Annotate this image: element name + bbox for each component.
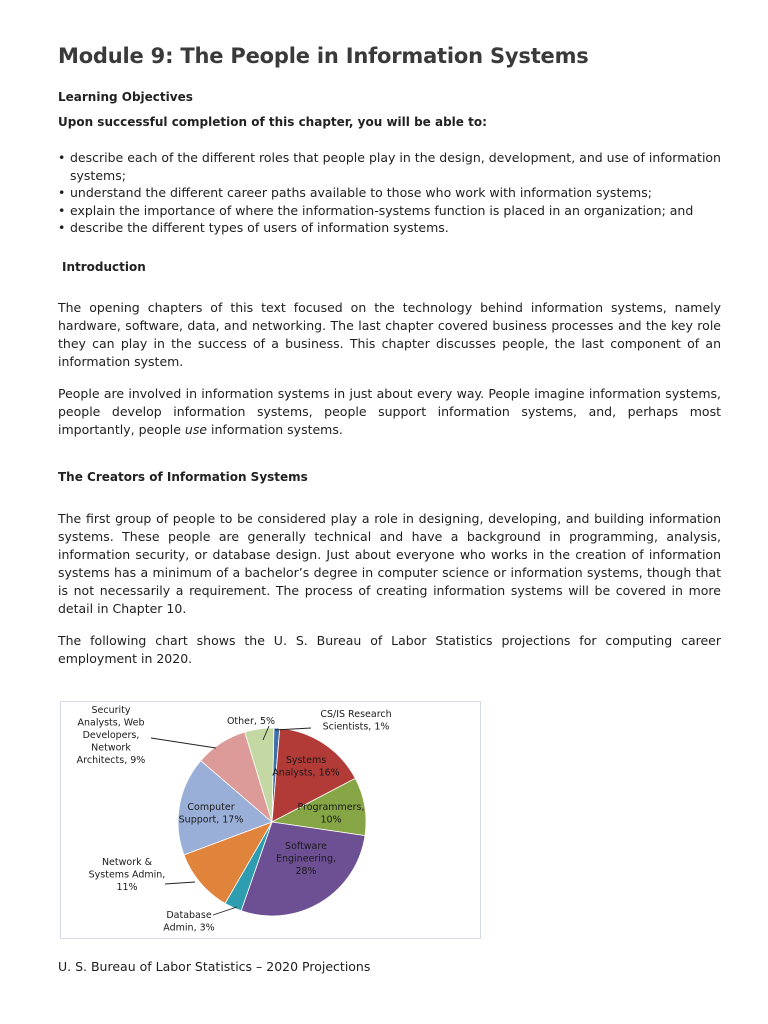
bullet-icon: •	[58, 220, 66, 235]
bullet-icon: •	[58, 150, 66, 165]
introduction-paragraph-2: People are involved in information systems in just about every way. People imagine information systems, people develop information systems, people support information systems, and, perhaps most importantly, people use information systems.	[58, 386, 721, 437]
pie-label-systems-analysts: Systems Analysts, 16%	[272, 755, 340, 779]
introduction-paragraph-1: The opening chapters of this text focused on the technology behind information systems, namely hardware, software, data, and networking. The last chapter covered business processes and the key role they can play in the success of a business. This chapter discusses people, the last component of an information system.	[58, 300, 721, 369]
learning-objectives-intro: Upon successful completion of this chapter, you will be able to:	[58, 115, 487, 129]
page-title: Module 9: The People in Information Systems	[58, 44, 589, 68]
creators-heading: The Creators of Information Systems	[58, 470, 308, 484]
list-item: • describe each of the different roles that people play in the design, development, and use of information systems;	[58, 150, 721, 183]
leader-line-security-analysts	[151, 738, 216, 748]
list-item: • understand the different career paths available to those who work with information systems;	[58, 185, 652, 200]
pie-label-cs-is-research-scientists: CS/IS Research Scientists, 1%	[320, 709, 392, 733]
pie-chart-svg	[61, 702, 480, 938]
pie-label-database-admin: Database Admin, 3%	[163, 910, 215, 934]
bullet-icon: •	[58, 202, 66, 218]
pie-label-programmers: Programmers, 10%	[297, 802, 365, 826]
creators-paragraph-2: The following chart shows the U. S. Bureau of Labor Statistics projections for computing career employment in 2020.	[58, 633, 721, 666]
creators-paragraph-1: The first group of people to be considered play a role in designing, developing, and building information systems. These people are generally technical and have a background in programming, analysis, information security, or database design. Just about everyone who works in the creation of information systems has a minimum of a bachelor’s degree in computer science or information systems, though that is not necessarily a requirement. The process of creating information systems will be covered in more detail in Chapter 10.	[58, 511, 721, 616]
chart-caption: U. S. Bureau of Labor Statistics – 2020 Projections	[58, 959, 371, 974]
leader-line-network-systems-admin	[165, 882, 195, 884]
list-item: • explain the importance of where the information-systems function is placed in an organization; and	[58, 202, 694, 218]
bullet-icon: •	[58, 185, 66, 200]
pie-chart	[60, 701, 481, 939]
pie-label-network-systems-admin: Network & Systems Admin, 11%	[88, 857, 166, 893]
leader-line-database-admin	[213, 907, 237, 915]
pie-label-other: Other, 5%	[226, 716, 276, 727]
objectives-list	[58, 149, 721, 237]
learning-objectives-heading: Learning Objectives	[58, 90, 193, 104]
list-item: • describe the different types of users of information systems.	[58, 220, 449, 235]
introduction-heading: Introduction	[62, 260, 146, 274]
pie-label-software-engineering: Software Engineering, 28%	[275, 841, 337, 877]
pie-label-security-analysts: Security Analysts, Web Developers, Network Architects, 9%	[76, 705, 146, 766]
emphasis-use: use	[184, 422, 208, 437]
pie-label-computer-support: Computer Support, 17%	[178, 802, 244, 826]
